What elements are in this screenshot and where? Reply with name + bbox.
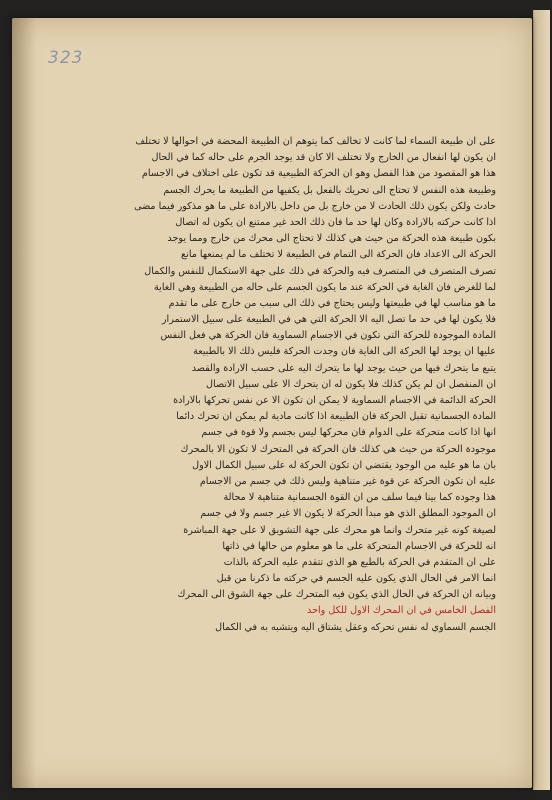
- text-line: انما الامر في الحال الذي يكون عليه الجسم في حركته ما ذكرنا من قبل: [216, 573, 496, 585]
- text-line: وبيانه ان الحركة في الحال الذي يكون فيه المتحرك على جهة الشوق الى المحرك: [177, 589, 496, 601]
- text-line: ما هو مناسب لها في طبيعتها وليس يحتاج في ذلك الى سبب من خارج على ما تقدم: [168, 297, 496, 309]
- text-line: المادة الجسمانية تقبل الحركة فان الطبيعة اذا كانت مادية لم يمكن ان تحرك دائما: [176, 411, 496, 423]
- text-line: فلا يكون لها في حد ما تصل اليه الا الحركة التي هي في الطبيعة على سبيل الاستمرار: [161, 314, 496, 326]
- text-line: عليها ان يوجد لها الحركة الى الغاية فان وجدت الحركة فليس ذلك الا بالطبيعة: [193, 346, 496, 358]
- text-line: هذا وجوده كما بينا فيما سلف من ان القوة الجسمانية متناهية لا محالة: [223, 492, 496, 504]
- text-line: تصرف المتصرف في المتصرف فيه والحركة في ذلك على جهة الاستكمال للنفس والكمال: [144, 265, 496, 277]
- text-line: موجودة الحركة من حيث هي كذلك فان الحركة في المتحرك لا تكون الا بالمحرك: [180, 443, 496, 455]
- text-line: على ان طبيعة السماء لما كانت لا تخالف كما يتوهم ان الطبيعة المحضة في احوالها لا تختلف: [135, 136, 496, 147]
- facing-page-edge: [533, 10, 550, 790]
- text-line: ان المنفصل ان لم يكن كذلك فلا يكون له ان يتحرك الا على سبيل الاتصال: [206, 378, 496, 390]
- text-line: بكون طبيعة هذه الحركة من حيث هي كذلك لا تحتاج الى محرك من خارج ومما يوجد: [167, 233, 496, 245]
- text-line: لما للغرض فان الغاية في الحركة عند ما يكون الجسم على حاله من الطبيعة وهي الغاية: [154, 281, 496, 293]
- text-line: الفصل الخامس في ان المحرك الاول للكل واحد: [307, 605, 496, 617]
- text-line: انه للحركة في الاجسام المتحركة على ما هو معلوم من حالها في ذاتها: [222, 540, 496, 552]
- manuscript-text-block: [96, 134, 496, 636]
- text-line: على ان المتقدم في الحركة بالطبع هو الذي تتقدم عليه الحركة بالذات: [223, 556, 496, 568]
- text-line: هذا هو المقصود من هذا الفصل وهو ان الحركة الطبيعية قد تكون على اختلاف في الاجسام: [141, 168, 496, 180]
- text-line: الحركة الى الاعداد فان الحركة الى التمام في الطبيعة لا تختلف ما لم يمنعها مانع: [181, 249, 496, 261]
- text-line: ان الموجود المطلق الذي هو مبدأ الحركة لا يكون الا غير جسم ولا في جسم: [200, 508, 496, 520]
- text-line: بان ما هو عليه من الوجود يقتضي ان تكون الحركة له على سبيل الكمال الاول: [192, 459, 496, 471]
- text-line: الجسم السماوي له نفس تحركه وعقل يشتاق اليه ويتشبه به في الكمال: [215, 621, 496, 633]
- text-line: لصيغة كونه غير متحرك وانما هو محرك على جهة التشويق لا على جهة المباشرة: [183, 524, 496, 536]
- text-line: المادة الموجودة للحركة التي تكون في الاجسام السماوية فان الحركة هي فعل النفس: [160, 330, 496, 342]
- text-line: اذا كانت حركته بالارادة وكان لها حد ما فان ذلك الحد غير ممتنع ان يكون له اتصال: [175, 216, 496, 228]
- text-line: ان يكون لها انفعال من الخارج ولا تختلف الا كان قد يوجد الجرم على حاله كما في الحال: [151, 152, 496, 164]
- folio-number: 323: [48, 48, 84, 68]
- text-line: حادث ولكن يكون ذلك الحادث لا من خارج بل من داخل بالارادة على ما هو مذكور فيما مضى: [134, 200, 496, 212]
- text-line: عليه ان تكون الحركة عن قوة غير متناهية وليس ذلك في جسم من الاجسام: [199, 475, 496, 487]
- text-line: وطبيعة هذه النفس لا تحتاج الى تحريك بالفعل بل يكفيها من الطبيعة ما يحرك الجسم: [163, 184, 496, 196]
- text-line: يتبع ما يتحرك فيها من حيث يوجد لها ما يتحرك اليه على حسب الارادة والقصد: [191, 362, 496, 374]
- text-line: الحركة الدائمة في الاجسام السماوية لا يمكن ان تكون الا عن نفس تحركها بالارادة: [173, 395, 496, 406]
- text-line: انها اذا كانت متحركة على الدوام فان محركها ليس بجسم ولا قوة في جسم: [201, 427, 496, 439]
